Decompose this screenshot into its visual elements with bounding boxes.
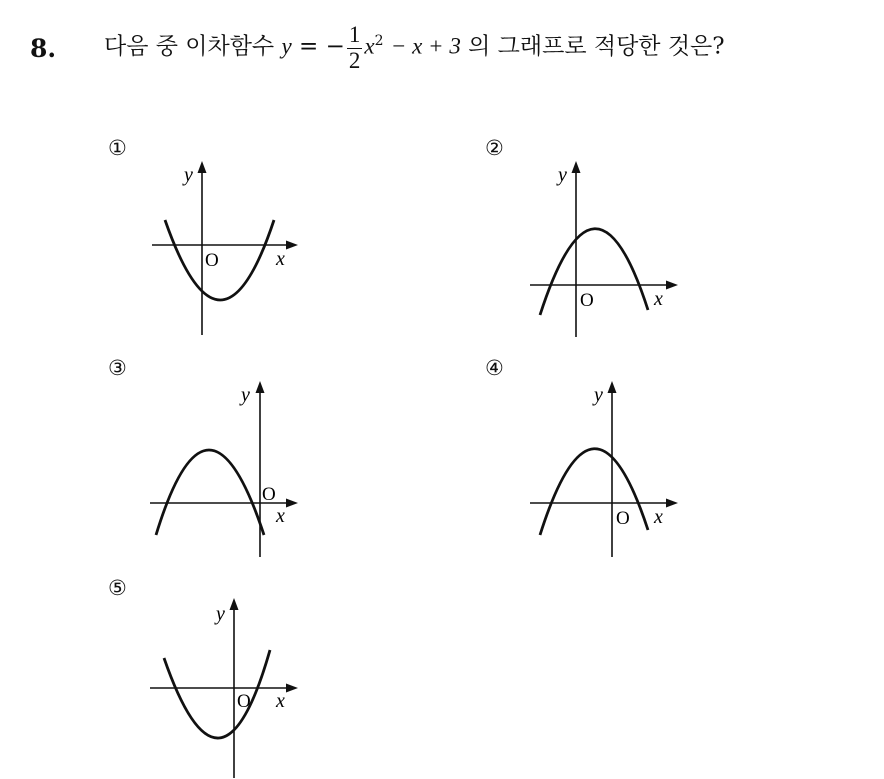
fraction-denominator: 2 <box>348 47 361 73</box>
x-axis-label: x <box>654 506 663 528</box>
choice-2-label[interactable]: ② <box>485 136 504 160</box>
choice-5-label[interactable]: ⑤ <box>108 576 127 600</box>
origin-label: O <box>262 484 276 505</box>
equation-fraction <box>347 23 363 72</box>
x-axis-arrow <box>286 684 298 693</box>
y-axis-label: y <box>184 164 193 186</box>
y-axis-label: y <box>241 384 250 406</box>
y-axis-arrow <box>198 161 207 173</box>
y-axis-label: y <box>594 384 603 406</box>
x-axis-label: x <box>276 248 285 270</box>
parabola-curve <box>165 220 274 300</box>
x-axis-arrow <box>286 499 298 508</box>
choice-4-graph[interactable] <box>520 375 690 565</box>
x-axis-label: x <box>276 505 285 527</box>
x-axis-arrow <box>666 281 678 290</box>
x-axis-arrow <box>286 241 298 250</box>
origin-label: O <box>237 691 251 712</box>
y-axis-arrow <box>572 161 581 173</box>
question-stem <box>30 18 725 78</box>
x-axis-arrow <box>666 499 678 508</box>
parabola-curve <box>164 650 270 738</box>
y-axis-arrow <box>230 598 239 610</box>
question-number: 8. <box>30 33 57 63</box>
equation-minus: − <box>325 34 345 60</box>
choice-5-graph[interactable] <box>140 592 310 779</box>
y-axis-label: y <box>558 164 567 186</box>
origin-label: O <box>580 290 594 311</box>
choice-3-label[interactable]: ③ <box>108 356 127 380</box>
y-axis-label: y <box>216 603 225 625</box>
equation-x: x <box>364 34 375 59</box>
x-axis-label: x <box>654 288 663 310</box>
choice-2-graph[interactable] <box>520 155 690 345</box>
fraction-numerator: 1 <box>348 22 361 48</box>
origin-label: O <box>205 250 219 271</box>
x-axis-label: x <box>276 690 285 712</box>
question-text <box>104 23 725 72</box>
parabola-curve <box>156 450 264 535</box>
parabola-curve <box>540 229 648 315</box>
equation-lhs: y <box>281 34 292 59</box>
parabola-curve <box>540 449 648 535</box>
origin-label: O <box>616 508 630 529</box>
y-axis-arrow <box>608 381 617 393</box>
equation-equals: = <box>299 34 319 60</box>
choice-1-label[interactable]: ① <box>108 136 127 160</box>
y-axis-arrow <box>256 381 265 393</box>
equation-tail: − x + 3 <box>390 34 461 59</box>
choice-1-graph[interactable] <box>140 155 310 345</box>
question-suffix: 의 그래프로 적당한 것은? <box>468 34 725 60</box>
question-prefix: 다음 중 이차함수 <box>104 34 275 60</box>
choice-4-label[interactable]: ④ <box>485 356 504 380</box>
equation-exponent: 2 <box>374 33 384 50</box>
choice-3-graph[interactable] <box>140 375 310 565</box>
